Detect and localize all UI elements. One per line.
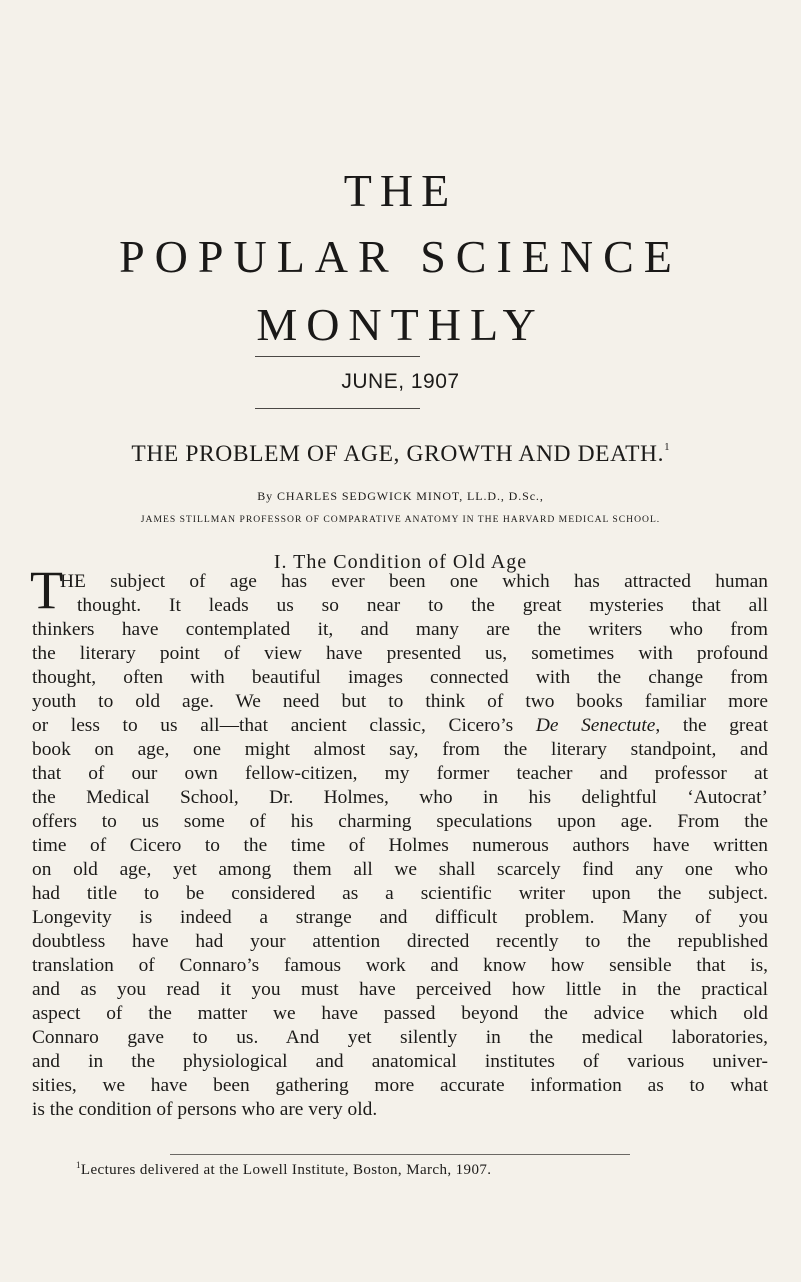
- text-line: or less to us all—that ancient classic, Cicero’s De Senectute, the great: [32, 715, 768, 736]
- text-line: on old age, yet among them all we shall scarcely find any one who: [32, 859, 768, 880]
- drop-cap: T: [30, 560, 63, 620]
- text-line: and as you read it you must have perceived how little in the practical: [32, 979, 768, 1000]
- text-line: is the condition of persons who are very old.: [32, 1099, 378, 1120]
- footnote-rule: [170, 1154, 630, 1155]
- text-line: and in the physiological and anatomical institutes of various univer-: [32, 1051, 768, 1072]
- text-line: translation of Connaro’s famous work and know how sensible that is,: [32, 955, 768, 976]
- masthead-monthly: MONTHLY: [256, 299, 545, 350]
- issue-date: JUNE, 1907: [341, 370, 460, 393]
- text-line: that of our own fellow-citizen, my former teacher and professor at: [32, 763, 768, 784]
- footnote-text: Lectures delivered at the Lowell Institute, Boston, March, 1907.: [80, 1162, 492, 1178]
- text-line: sities, we have been gathering more accurate information as to what: [32, 1075, 768, 1096]
- byline: By CHARLES SEDGWICK MINOT, LL.D., D.Sc.,: [257, 489, 544, 503]
- article-title-text: THE PROBLEM OF AGE, GROWTH AND DEATH.: [131, 441, 665, 467]
- masthead-popular-science: POPULAR SCIENCE: [119, 231, 682, 282]
- text-line: HE subject of age has ever been one which has attracted human: [60, 571, 768, 592]
- footnote: [76, 1160, 491, 1179]
- text-line: had title to be considered as a scientific writer upon the subject.: [32, 883, 768, 904]
- text-line: the literary point of view have presented us, sometimes with profound: [32, 643, 768, 664]
- text-line: the Medical School, Dr. Holmes, who in his delightful ‘Autocrat’: [32, 787, 768, 808]
- text-line: time of Cicero to the time of Holmes numerous authors have written: [32, 835, 768, 856]
- masthead-the: THE: [343, 165, 458, 216]
- italic-title: De Senectute: [535, 715, 656, 736]
- text-line: thinkers have contemplated it, and many are the writers who from: [32, 619, 768, 640]
- text-line: book on age, one might almost say, from the literary standpoint, and: [32, 739, 768, 760]
- footnote-marker: 1: [76, 1160, 81, 1170]
- text-line: youth to old age. We need but to think of two books familiar more: [32, 691, 768, 712]
- article-title: [0, 441, 801, 468]
- text-line: aspect of the matter we have passed beyond the advice which old: [32, 1003, 768, 1024]
- text-line: Longevity is indeed a strange and difficult problem. Many of you: [32, 907, 768, 928]
- text-line: Connaro gave to us. And yet silently in the medical laboratories,: [32, 1027, 768, 1048]
- section-heading: I. The Condition of Old Age: [273, 551, 528, 573]
- text-line: doubtless have had your attention directed recently to the republished: [32, 931, 768, 952]
- text-line: thought. It leads us so near to the great mysteries that all: [77, 595, 768, 616]
- date-rule-bottom: [255, 408, 420, 409]
- text-line: thought, often with beautiful images connected with the change from: [32, 667, 768, 688]
- text-line: offers to us some of his charming speculations upon age. From the: [32, 811, 768, 832]
- footnote-reference: 1: [664, 441, 670, 453]
- author-affiliation: JAMES STILLMAN PROFESSOR OF COMPARATIVE ANATOMY IN THE HARVARD MEDICAL SCHOOL.: [140, 514, 661, 525]
- date-rule-top: [255, 356, 420, 357]
